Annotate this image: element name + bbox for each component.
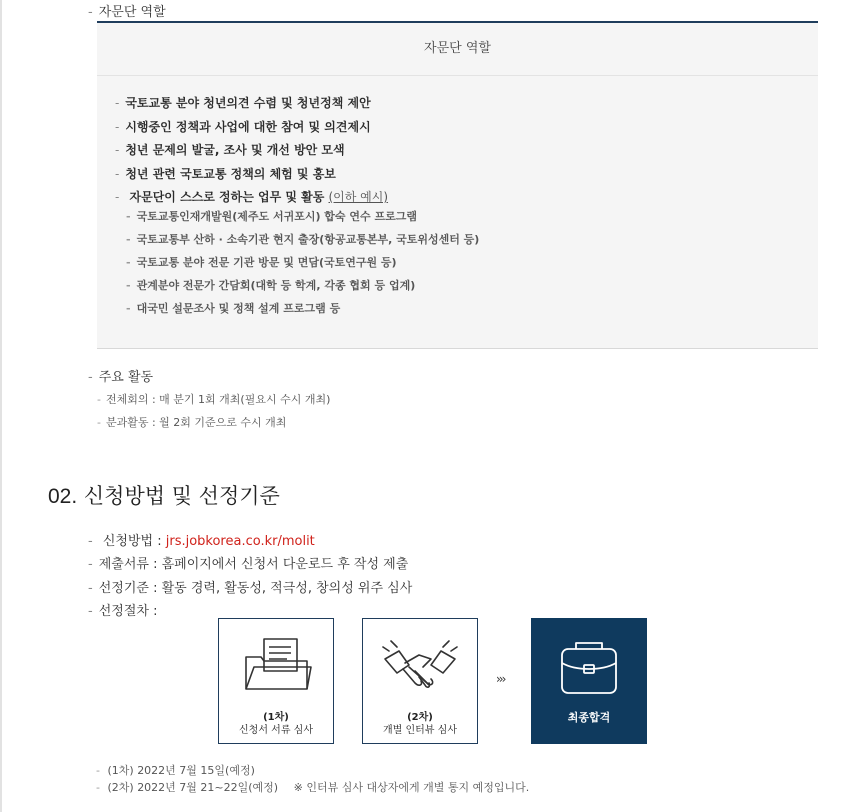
step-stage: (2차): [407, 712, 433, 723]
example-item: - 국토교통 분야 전문 기관 방문 및 면담(국토연구원 등): [115, 255, 479, 278]
role-item: - 청년 관련 국토교통 정책의 체험 및 홍보: [115, 166, 479, 190]
self-defined-note: (이하 예시): [328, 190, 389, 204]
example-item: - 관계분야 전문가 간담회(대학 등 학계, 각종 협회 등 업계): [115, 278, 479, 301]
schedule-item: [96, 762, 255, 778]
section-number: 02.: [48, 485, 78, 508]
process-arrow: ›››: [496, 672, 505, 686]
main-activities-label: - 주요 활동: [88, 366, 153, 385]
activity-item: - 분과활동 : 월 2회 기준으로 수시 개최: [97, 414, 286, 430]
step-name: 신청서 서류 심사: [239, 725, 313, 736]
schedule-text: (2차) 2022년 7월 21~22일(예정): [107, 781, 279, 794]
step-final-name: 최종합격: [567, 711, 611, 724]
step-text: [532, 711, 646, 724]
example-list: [115, 209, 479, 324]
advisory-role-box: [97, 21, 818, 349]
example-item: - 국토교통부 산하 · 소속기관 현지 출장(항공교통본부, 국토위성센터 등): [115, 232, 479, 255]
section-title: [48, 480, 280, 510]
handshake-icon: [363, 629, 477, 709]
apply-criteria: - 선정기준 : 활동 경력, 활동성, 적극성, 창의성 위주 심사: [88, 577, 412, 596]
step-text: [219, 711, 333, 737]
section-title-text: 신청방법 및 선정기준: [83, 484, 280, 508]
briefcase-icon: [532, 629, 646, 709]
self-defined-label: 자문단이 스스로 정하는 업무 및 활동: [129, 190, 325, 204]
apply-method-row: [88, 530, 315, 549]
schedule-text: (1차) 2022년 7월 15일(예정): [107, 764, 255, 777]
schedule-item: [96, 779, 529, 795]
role-item: - 시행중인 정책과 사업에 대한 참여 및 의견제시: [115, 119, 479, 143]
schedule-notice: ※ 인터뷰 심사 대상자에게 개별 통지 예정입니다.: [293, 781, 530, 794]
role-item-self-defined: [115, 189, 480, 315]
advisory-role-label: - 자문단 역할: [88, 1, 166, 20]
role-list: [115, 95, 480, 315]
step-document-review: [218, 618, 334, 744]
step-final-pass: [531, 618, 647, 744]
apply-link[interactable]: jrs.jobkorea.co.kr/molit: [165, 534, 315, 549]
step-text: [363, 711, 477, 737]
apply-process-label: - 선정절차 :: [88, 600, 157, 619]
role-item: - 청년 문제의 발굴, 조사 및 개선 방안 모색: [115, 142, 479, 166]
activity-item: - 전체회의 : 매 분기 1회 개최(필요시 수시 개최): [97, 391, 330, 407]
step-interview: [362, 618, 478, 744]
folder-document-icon: [219, 629, 333, 709]
apply-documents: - 제출서류 : 홈페이지에서 신청서 다운로드 후 작성 제출: [88, 553, 408, 572]
step-name: 개별 인터뷰 심사: [383, 725, 457, 736]
example-item: - 대국민 설문조사 및 정책 설계 프로그램 등: [115, 301, 479, 324]
left-edge-line: [0, 0, 2, 812]
apply-method-label: 신청방법 :: [102, 534, 166, 549]
role-box-title: 자문단 역할: [97, 23, 818, 76]
role-item: - 국토교통 분야 청년의견 수렴 및 청년정책 제안: [115, 95, 479, 119]
step-stage: (1차): [263, 712, 289, 723]
example-item: - 국토교통인재개발원(제주도 서귀포시) 합숙 연수 프로그램: [115, 209, 479, 232]
